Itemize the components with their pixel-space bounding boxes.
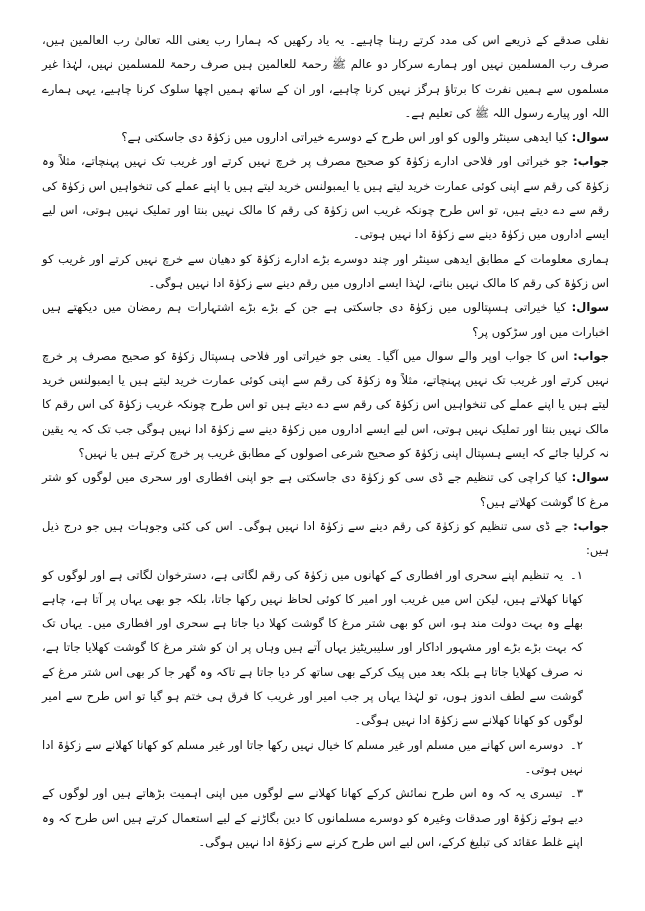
question-1 bbox=[42, 125, 609, 149]
question-label: سوال: bbox=[571, 300, 609, 315]
reason-text: تیسری یہ کہ وہ اس طرح نمائش کرکے کھانا کھلانے سے لوگوں میں اپنی اہمیت بڑھاتے ہیں اور لوگوں کے دیے ہوئے زکوٰۃ اور صدقات وغیرہ کو دوسرے مسلمانوں کا دین بگاڑنے کے لیے استعمال کرتے ہیں اس طرح کہ وہ اپنے غلط عقائد کی تبلیغ کرکے، اس لیے اس طرح کرنے سے زکوٰۃ ادا نہیں ہوگی۔ bbox=[42, 786, 583, 849]
answer-label: جواب: bbox=[573, 348, 609, 363]
paragraph-text: نفلی صدقے کے ذریعے اس کی مدد کرتے رہنا چاہیے۔ یہ یاد رکھیں کہ ہمارا رب یعنی اللہ تعالیٰ رب العالمین ہیں، صرف رب المسلمین نہیں اور ہمارے سرکار دو عالم ﷺ رحمۃ للعالمین ہیں صرف رحمۃ للمسلمین نہیں، لہٰذا غیر مسلموں سے ہمیں نفرت کا برتاؤ ہرگز نہیں کرنا چاہیے، اور ان کے ساتھ ہمیں اچھا سلوک کرنا چاہیے، یہی ہمارے اللہ اور پیارے رسول اللہ ﷺ کی تعلیم ہے۔ bbox=[42, 33, 609, 120]
reason-3 bbox=[42, 781, 609, 854]
reason-1 bbox=[42, 563, 609, 733]
answer-label: جواب: bbox=[573, 518, 609, 533]
question-label: سوال: bbox=[571, 130, 609, 145]
paragraph-info bbox=[42, 247, 609, 296]
question-text: کیا کراچی کی تنظیم جے ڈی سی کو زکوٰۃ دی جاسکتی ہے جو اپنی افطاری اور سحری میں لوگوں کو شتر مرغ کا گوشت کھلاتے ہیں؟ bbox=[42, 470, 609, 509]
answer-text: اس کا جواب اوپر والے سوال میں آگیا۔ یعنی جو خیراتی اور فلاحی ہسپتال زکوٰۃ کو صحیح مصرف پر خرچ نہیں کرتے اور غریب تک نہیں پہنچاتے، مثلاً وہ زکوٰۃ کی رقم سے اپنی کوئی عمارت خرید لیتے ہیں یا ایمبولنس خرید لیتے ہیں یا اپنے عملے کی تنخواہیں اس زکوٰۃ کی رقم سے دے دیتے ہیں تو اس طرح چونکہ غریب زکوٰۃ کی اس رقم کا مالک نہیں بنتا اور تملیک نہیں ہوتی، اس لیے ایسے اداروں میں زکوٰۃ دینے سے زکوٰۃ ادا نہیں ہوگی جب تک کہ یہ یقین نہ کرلیا جائے کہ ایسے ہسپتال اپنی زکوٰۃ کو صحیح شرعی اصولوں کے مطابق غریب پر خرچ کرتے ہیں یا نہیں؟ bbox=[42, 348, 609, 461]
reason-text: دوسرے اس کھانے میں مسلم اور غیر مسلم کا خیال نہیں رکھا جاتا اور غیر مسلم کو کھانا کھلانے سے زکوٰۃ ادا نہیں ہوتی۔ bbox=[42, 737, 583, 776]
question-text: کیا خیراتی ہسپتالوں میں زکوٰۃ دی جاسکتی ہے جن کے بڑے بڑے اشتہارات ہم رمضان میں دیکھتے ہیں اخبارات میں اور سڑکوں پر؟ bbox=[42, 300, 609, 339]
answer-text: جے ڈی سی تنظیم کو زکوٰۃ کی رقم دینے سے زکوٰۃ ادا نہیں ہوگی۔ اس کی کئی وجوہات ہیں جو درج ذیل ہیں: bbox=[42, 518, 609, 558]
reason-number: ۱۔ bbox=[569, 567, 584, 582]
reason-number: ۳۔ bbox=[569, 786, 583, 801]
question-3 bbox=[42, 465, 609, 514]
question-2 bbox=[42, 295, 609, 344]
answer-2 bbox=[42, 344, 609, 465]
question-text: کیا ایدھی سینٹر والوں کو اور اس طرح کے دوسرے خیراتی اداروں میں زکوٰۃ دی جاسکتی ہے؟ bbox=[121, 130, 568, 145]
answer-3 bbox=[42, 514, 609, 563]
paragraph-text: ہماری معلومات کے مطابق ایدھی سینٹر اور چند دوسرے بڑے ادارے زکوٰۃ کو دھیان سے خرچ نہیں کرتے اور غریب کو اس زکوٰۃ کی رقم کا مالک نہیں بناتے، لہٰذا ایسے اداروں میں رقم دینے سے زکوٰۃ ادا نہیں ہوگی۔ bbox=[42, 251, 609, 290]
reason-number: ۲۔ bbox=[569, 737, 584, 752]
paragraph-intro bbox=[42, 28, 609, 125]
answer-label: جواب: bbox=[573, 154, 609, 169]
question-label: سوال: bbox=[571, 470, 610, 485]
reason-2 bbox=[42, 733, 609, 782]
reason-text: یہ تنظیم اپنے سحری اور افطاری کے کھانوں میں زکوٰۃ کی رقم لگاتی ہے، دسترخوان لگاتی ہے اور لوگوں کو کھانا کھلاتے ہیں، لیکن اس میں غریب اور امیر کا کوئی لحاظ نہیں رکھا جاتا، بلکہ جو بھی یہاں پر آتا ہے، چاہے بھلے وہ بہت دولت مند ہو، اس کو بھی شتر مرغ کا گوشت کھلا دیا جاتا ہے سحری اور افطاری میں۔ یہاں تک کہ بہت بڑے بڑے اور مشہور اداکار اور سلیبریٹیز یہاں آتے ہیں وہاں پر ان کو شتر مرغ کا گوشت کھلایا جاتا ہے، نہ صرف کھلایا جاتا ہے بلکہ بعد میں پیک کرکے بھی ساتھ کر دیا جاتا ہے تاکہ وہ گھر جا کر بھی اس شتر مرغ کے گوشت سے لطف اندوز ہوں، تو لہٰذا یہاں پر جب امیر اور غریب کا فرق ہی ختم ہو گیا تو اس طرح سے امیر لوگوں کو کھانا کھلانے سے زکوٰۃ ادا نہیں ہوگی۔ bbox=[42, 567, 583, 728]
answer-text: جو خیراتی اور فلاحی ادارے زکوٰۃ کو صحیح مصرف پر خرچ نہیں کرتے اور غریب تک نہیں پہنچاتے، مثلاً وہ زکوٰۃ کی رقم سے اپنی کوئی عمارت خرید لیتے ہیں یا ایمبولنس خرید لیتے ہیں یا اپنے عملے کی تنخواہیں اس زکوٰۃ کی رقم سے دے دیتے ہیں، تو اس طرح چونکہ غریب اس زکوٰۃ کی رقم کا مالک نہیں بنتا اور تملیک نہیں ہوتی، اس لیے ایسے اداروں میں زکوٰۃ دینے سے زکوٰۃ ادا نہیں ہوتی۔ bbox=[42, 154, 609, 242]
answer-1 bbox=[42, 149, 609, 246]
